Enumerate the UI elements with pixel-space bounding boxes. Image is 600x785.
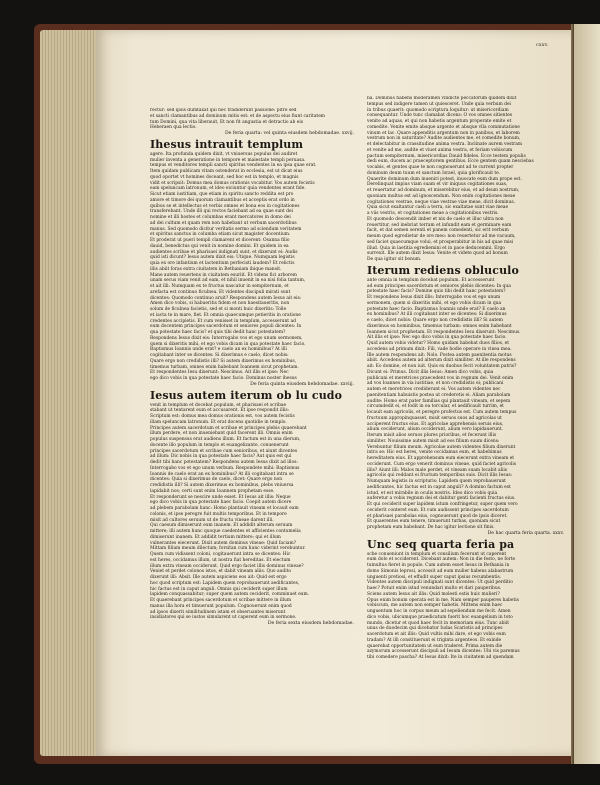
text-line: istud, et est mirabile in oculis nostris. Ideo dico vobis quia	[367, 490, 498, 496]
left-body-2	[150, 403, 354, 622]
text-line: Et quaerebant principes sacerdotum et scribae mittere in illum	[150, 598, 292, 603]
text-line: Numquam legistis in scripturis: Lapidem quem reprobauerunt	[367, 479, 506, 484]
text-line: solum de ficulnea facietis, sed et si monti huic dixeritis: Tolle	[150, 307, 287, 312]
text-line: ceciderit conteret eum. Et cum audissent principes sacerdotum	[367, 507, 509, 513]
text-line: arefacta est continuo ficulnea. Et videntes discipuli mirati sunt	[150, 289, 291, 295]
text-line: Et respondens Iesus dixit illis: Interrogabo vos et ego unum	[367, 295, 501, 300]
text-line: mulier inventa a generatione in tempore et maiestate templi peruasa.	[150, 157, 306, 163]
text-line: audite: Homo erat pater familias qui plantauit vineam, et sepem	[367, 398, 511, 404]
text-line: ad plebem parabolam hanc: Homo plantauit vineam et locauit eam	[150, 506, 299, 511]
text-line: acciperent fructus eius. Et agricolae apprehensis seruis eius,	[367, 421, 504, 427]
text-line: Scriptum est: domus mea domus orationis est, vos autem fecistis	[150, 414, 295, 419]
text-line: tempus et venditores templi sancti spiritus vendentes in ea ipsa quae erat.	[150, 163, 317, 169]
text-line: sacerdotum et ait illis: Quid vultis mihi dare, et ego vobis eum	[367, 632, 506, 637]
text-line: dixerunt illi: Absit. Ille autem aspiciens eos ait: Quid est ergo	[150, 575, 287, 580]
text-line: quod oportet vt homines doceant, sed hoc est in templo, et magnis	[150, 174, 299, 180]
text-line: lapidabit nos; certi sunt enim Ioannem prophetam esse.	[150, 488, 275, 494]
text-line: surrexit. Ille autem dixit Iesus: Venite et videte quod ad bonum	[367, 251, 508, 257]
text-line: qua potestate haec facis? et quis tibi dedit hanc potestatem?	[150, 330, 286, 335]
text-line: dicentes: Quomodo continuo aruit? Respondens autem Iesus ait eis:	[150, 295, 302, 301]
text-line: dominum deum tuum et sanctum Israel, quia glorificauit te.	[367, 170, 501, 176]
text-line: azymorum accesserunt discipuli ad Iesum dicentes: Ubi vis paremus	[367, 649, 520, 655]
rubric-3: De feria sexta eiusdem hebdomadae.	[267, 621, 354, 626]
text-line: principes sacerdotum et scribae cum senioribus, et aiunt dicentes	[150, 448, 298, 454]
text-line: nomine et illi hostes et columbas erant mercatores in domo dei	[150, 215, 291, 220]
text-line: colonis, et ipse peregre fuit multis temporibus. Et in tempore	[150, 511, 287, 517]
rubric-1: De feria quarta: vel quinta eiusdem hebdomadae. xxvij.	[224, 131, 354, 136]
text-line: illis abiit foras extra ciuitatem in Bethaniam ibique mansit.	[150, 266, 282, 272]
text-line: Et qui ceciderit super lapidem istum confringetur, super quem vero	[367, 502, 518, 507]
text-line: lapidem conquassabitur; super quem autem ceciderit, comminuet eum.	[150, 592, 310, 598]
text-line: populus suspensus erat audiens illum. Et factum est in una dierum,	[150, 437, 301, 442]
text-line: agricolis qui reddant ei fructum temporibus suis. Dicit illis Iesus:	[367, 473, 513, 479]
text-line: misit ad cultores seruum ut de fructu vineae darent illi.	[150, 517, 274, 523]
text-line: Quem cum vidissent coloni, cogitauerunt intra se dicentes: Hic	[150, 552, 291, 557]
text-line: timemus turbam, omnes enim habebant Ioannem sicut prophetam.	[150, 364, 299, 370]
text-line: agere. Ita profunda quidem dixit, vt vniuersus populus dei audiret	[150, 151, 298, 157]
text-line: abiit. Accedens autem ad alterum dixit similiter. At ille respondens	[367, 358, 516, 364]
text-line: stabant ut tentarent eum et accusarent. Et ipse respondit illis:	[150, 408, 290, 414]
text-line: dimiserunt inanem. Et addidit tertium mittere; qui et illum	[150, 534, 281, 540]
text-line: vestrum non in saturitate? Audite audientes me, et comedite bonum,	[367, 136, 521, 142]
text-line: unguentum hoc in corpus meum ad sepeliendum me fecit. Amen	[367, 609, 511, 614]
text-line: hereditatem eius. Et apprehensum eum eiecerunt extra vineam et	[367, 456, 515, 461]
rubric-2: De feria quinta eiusdem hebdomadae. xxviij.	[250, 381, 354, 387]
text-line: potestate haec facis? Domine quis tibi dedit hanc potestatem?	[367, 289, 506, 295]
text-line: Mane autem reuertens in ciuitatem esuriit. Et videns fici arborem	[150, 272, 297, 278]
text-line: Dicunt ei: Primus. Dicit illis Iesus: Amen dico vobis, quia	[367, 369, 494, 375]
text-line: Verebuntur filium meum. Agricolae autem videntes filium dixerunt	[367, 444, 516, 450]
text-line: dixerimus ex hominibus, timemus turbam: omnes enim habebant	[367, 323, 512, 329]
text-line: meum quod egredietur de ore meo: non reuertetur ad me vacuum,	[367, 234, 516, 239]
text-line: Et quaerentes eum tenere, timuerunt turbas, quoniam sicut	[367, 519, 501, 525]
text-line: Ioannem sicut prophetam. Et respondentes Iesu dixerunt: Nescimus.	[367, 329, 521, 335]
text-line: paenitentiam habuistis postea ut crederetis ei. Aliam parabolam	[367, 392, 511, 398]
text-line: illis? Aiunt illi: Malos male perdet, et vineam suam locabit aliis	[367, 467, 508, 473]
text-line: manus illa hora et timuerunt populum. Cognouerunt enim quod	[150, 603, 292, 609]
text-line: facit, et dat semen serenti et panem comedenti, sic erit verbum	[367, 228, 509, 234]
text-line: Quid autem vobis videtur? Homo quidam habebat duos filios, et	[367, 341, 509, 346]
text-line: et pharisaei parabolas eius, cognouerunt quod de ipsis diceret.	[367, 513, 508, 519]
text-line: dico vobis, ubicumque praedicatum fuerit hoc euangelium in toto	[367, 614, 513, 620]
text-line: Item quidam publicam vitam ostenderat in ecclesia, est ut dicat eius	[150, 169, 303, 174]
text-line: Et quomodo descendit imber et nix de caelo et illuc ultra non	[367, 216, 504, 222]
text-line: quid isti dicunt? Iesus autem dixit eis: Utique. Numquam legistis	[150, 255, 295, 261]
text-line: pactum sempiternum, misericordias Dauid fideles. Ecce testem populis	[367, 153, 526, 159]
text-line: dedi eum, ducem ac praeceptorem gentibus. Ecce gentem quam nesciebas	[367, 159, 534, 165]
text-line: Ioannis de caelo erat an ex hominibus? At illi cogitabant intra se	[150, 471, 294, 477]
text-line: unguenti pretiosi, et effudit super caput ipsius recumbentis.	[367, 574, 502, 580]
text-line: in tribus quaerit: quomodo scriptura loquitur: ut misericordiam	[367, 107, 509, 113]
text-line: et delectabitur in crassitudine anima vestra. Inclinate aurem vestram	[367, 142, 522, 147]
text-line: reuertitur, sed inebriat terram et infundit eam et germinare eam	[367, 222, 512, 228]
text-line: consequantur. Unde tunc clamabat dicens: O vos omnes sitientes	[367, 113, 513, 119]
text-line: illum extra vineam occiderunt. Quid ergo faciet illis dominus vineae?	[150, 563, 304, 569]
text-line: tempus sed indigere tamen ut quiesceret. Unde quia verbum dei	[367, 101, 511, 107]
text-line: manus. Sed quomodo dicitur veritatis sermo ad sciendum veritatem	[150, 226, 302, 232]
section-heading-3: Iterum rediens obluculo	[367, 264, 519, 277]
right-top-lines	[367, 96, 564, 263]
text-line: occiderunt. Cum ergo venerit dominus vineae, quid faciet agricolis	[367, 461, 516, 467]
text-line: dicentes: Quia si dixerimus de caelo, dicet: Quare ergo non	[150, 477, 283, 483]
text-line: alium ceciderunt, alium occiderunt, alium vero lapidauerunt.	[367, 427, 503, 433]
text-line: mundo, dicetur et quod haec fecit in memoriam eius. Tunc abiit	[367, 620, 510, 626]
text-line: illum perdere, et non inueniebant quid facerent illi. Omnis enim	[150, 431, 293, 437]
text-line: vobiscum, me autem non semper habetis. Mittens enim haec	[367, 603, 503, 609]
text-line: prophetam eum habebant. De hac igitur lectione sit finis.	[367, 525, 495, 530]
text-line: et sancti clamantibus ad dominum mitis est: et de aspectu eius fiunt caritatem	[150, 113, 325, 119]
text-line: docente illo populum in templo et euangelizante, conuenerunt	[150, 442, 289, 448]
text-line: et venite ad me, audite et viuet anima vestra, et feriam vobiscum	[367, 147, 513, 153]
text-line: Et proderat ut pueri templi clamarent et dicerent: Osanna filio	[150, 238, 290, 243]
text-line: tibi comedere pascha? At Iesus dixit: Ite in ciuitatem ad quendam	[367, 655, 514, 660]
text-line: dauid, benedictus qui venit in nomine domini. Et quidem in ea	[150, 243, 289, 249]
text-line: ad vos Ioannes in via iustitiae, et non credidistis ei; publicani	[367, 381, 504, 387]
text-column-right	[367, 96, 564, 701]
section-heading-1: Ihesus intrauit templum	[150, 138, 304, 151]
text-line: ex hominibus? At illi cogitabant inter se dicentes: Si dixerimus	[367, 312, 507, 318]
text-line: est heres, occidamus illum, ut nostra fiat hereditas. Et eiectum	[150, 557, 291, 563]
text-line: aedificantes, hic factus est in caput anguli? A domino factum est	[367, 484, 511, 490]
text-line: ad dei cultum et quam rem non habebant ut verbum sacerdotibus	[150, 220, 297, 226]
text-line: accedens ad primum dixit: Fili, vade hodie operare in vinea mea.	[367, 346, 512, 352]
text-line: Interrogabo vos et ego unum verbum. Respondete mihi: Baptismus	[150, 465, 300, 471]
text-line: ait: Eo domine, et non iuit. Quis ex duobus fecit voluntatem patris?	[367, 364, 517, 369]
text-line: quem si dixeritis mihi, et ego vobis dicam in qua potestate haec facio.	[150, 341, 306, 347]
text-line: vulnerantes eiecerunt. Dixit autem dominus vineae: Quid faciam?	[150, 540, 297, 546]
text-line: Mittam filium meum dilectum; forsitan cum hunc viderint verebuntur.	[150, 546, 306, 552]
text-line: dedit tibi hanc potestatem? Respondens autem Iesus dixit ad illos:	[150, 460, 298, 465]
left-top-lines	[150, 108, 354, 131]
text-line: cogitationes vestrae, neque viae vestrae viae meae, dicit dominus.	[367, 199, 515, 205]
text-line: et iacta te in mare, fiet. Et omnia quaecumque petieritis in oratione	[150, 312, 301, 318]
text-line: eum docentem principes sacerdotum et seniores populi dicentes: In	[150, 324, 302, 330]
text-line: tumultus fieret in populo. Cum autem esset Iesus in Bethania in	[367, 563, 510, 568]
right-body-1	[367, 278, 564, 531]
text-line: Sicut etiam iustitiam, que etiam in spiritu sancto reddita est pro	[150, 192, 294, 197]
text-line: Derelinquat impius viam suam et vir iniquus cogitationes suas,	[367, 182, 508, 188]
section-heading-2: Iesus autem iterum ob lu cudo	[150, 389, 343, 402]
text-line: Sciens autem Iesus ait illis: Quid molesti estis huic mulieri?	[367, 591, 500, 597]
text-line: Amen dico vobis, si habueritis fidem et non haesitaueritis, non	[150, 301, 290, 307]
text-line: haec? Potuit enim istud venundari multo et dari pauperibus.	[367, 586, 502, 591]
text-line: a viis vestris, et cogitationes meae a cogitationibus vestris.	[367, 211, 499, 216]
text-line: Baptismus Ioannis unde erat? e caelo an ex hominibus? At illi	[150, 347, 287, 353]
text-line: unus de duodecim qui dicebatur Iudas Scariotis ad principes	[367, 626, 503, 632]
text-line: quoniam multus est ad ignoscendum. Non enim cogitationes meae	[367, 193, 516, 199]
text-line: ante omnia in templum docebat populum. Et accesserunt	[367, 277, 495, 283]
text-line: Veniet et perdet colonos istos, et dabit vineam aliis. Quo audito	[150, 569, 292, 575]
text-line: vocabis, et gentes quae te non cognouerunt ad te current propter	[367, 165, 514, 170]
text-line: publicani et meretrices praecedent vos in regnum dei. Venit enim	[367, 375, 514, 381]
text-line: sermonem, quem si dixeritis mihi, et ego vobis dicam in qua	[367, 300, 502, 306]
text-line: credidistis illi? Si autem dixerimus ex hominibus, plebs vniuersa	[150, 483, 294, 488]
text-line: Quaerite dominum dum inueniri potest, inuocate eum dum prope est.	[367, 176, 522, 182]
text-line: Videntes autem discipuli indignati sunt dicentes: Ut quid perditio	[367, 580, 513, 586]
text-line: tum Domini, qua vita liberauit, Et non fit angustia et detractio ab eis	[150, 119, 304, 125]
text-line: intra se: Hic est heres, venite occidamus eum, et habebimus	[367, 450, 502, 456]
text-line: ego dico vobis in qua potestate haec facio. Coepit autem dicere	[150, 500, 292, 506]
text-line: quia ex ore infantium et lactentium perfecisti laudem? Et relictis	[150, 261, 295, 266]
text-line: ad eum principes sacerdotum et seniores plebis dicentes: In qua	[367, 283, 511, 289]
text-line: transferebant. Unde illi qui rectos faciebant ad ea quae sunt dei	[150, 209, 293, 215]
text-line: ego dico vobis in qua potestate haec facio. Dominus noster ihesus	[150, 376, 297, 381]
text-line: Opus enim bonum operata est in me. Nam semper pauperes habetis	[367, 597, 519, 603]
text-line: unam secus viam venit ad eam, et nihil inuenit in ea nisi folia tantum,	[150, 278, 306, 284]
text-line: similiter. Nouissime autem misit ad eos filium suum dicens:	[367, 438, 500, 444]
text-line: locauit eam agricolis, et peregre profectus est. Cum autem tempus	[367, 410, 517, 415]
text-line: ad ipsos dixerit similitudinem istam et obseruantes miserunt	[150, 609, 286, 615]
text-line: comedite. Venite emite absque argento et absque vlla commutatione	[367, 124, 520, 130]
text-line: hoc quod scriptum est: Lapidem quem reprobauerunt aedificantes,	[150, 580, 300, 586]
text-line: Respondens Iesus dixit eis: Interrogabo vos et ego unum sermonem,	[150, 335, 303, 341]
text-line: amore et timore dei quorum clamantibus et acceptis erat ordo in	[150, 197, 295, 203]
text-line: domo Simonis leprosi, accessit ad eum mulier habens alabastrum	[367, 568, 514, 574]
text-line: mittere; illi autem hunc quoque caedentes et afficientes contumelia	[150, 529, 301, 534]
text-line: rectur: sed ipsis dumtaxat qui hec tradiderunt passione: pitre sed	[150, 108, 297, 113]
text-line: quibus se et intellectus et verbis omnes et bona eos in cogitationes	[150, 203, 300, 209]
text-line: Ille autem respondens ait: Nolo. Postea autem paenitentia motus	[367, 352, 512, 358]
text-line: et ait illi: Numquam ex te fructus nascatur in sempiternum, et	[150, 284, 289, 289]
text-line: sed faciet quaecumque volui, et prosperabitur in his ad quae misi	[367, 239, 514, 245]
text-line: De qua igitur sit bonum.	[367, 257, 422, 262]
rubric-4: De hac quarta feria quarta. xxxv.	[487, 530, 564, 536]
facing-page-edge	[574, 24, 600, 764]
text-line: et spiritus sanctus in columba etiam sicut magister docentium.	[150, 232, 291, 238]
text-line: vidit et scripsit: Domus mea domus orationis vocabitur. Vos autem fecistis	[150, 180, 315, 186]
text-line: hic factus est in caput anguli. Omnis qui ceciderit super illum	[150, 586, 288, 592]
left-body-1	[150, 152, 354, 382]
text-line: auferetur a vobis regnum dei et dabitur genti facienti fructus eius.	[367, 496, 516, 502]
text-line: Ait illis et ipse: Nec ego dico vobis in qua potestate haec facio.	[367, 335, 507, 341]
text-line: Quia sicut exaltantur caeli a terra, sic exaltatae sunt viae meae	[367, 205, 509, 211]
text-line: tradam? At illi constituerunt ei triginta argenteos. Et exinde	[367, 637, 502, 643]
text-line: insidiatores qui se iustos simularent ut caperent eum in sermone.	[150, 615, 297, 621]
text-line: illam speluncam latronum. Et erat docens quotidie in templo.	[150, 419, 287, 425]
text-line: credentes accipietis. Et cum venisset in templum, accesserunt ad	[150, 318, 296, 324]
section-heading-4: Unc seq quarta feria pa	[367, 538, 515, 551]
text-line: eum dolo et occiderent. Dicebant autem: Non in die festo, ne forte	[367, 557, 516, 563]
text-line: venit in templum et docebat populum, et pharisaei et scribae	[150, 402, 287, 408]
right-body-2	[367, 552, 564, 661]
folio-number: cxxv.	[536, 42, 549, 48]
text-line: Heberaen qua lectio.	[150, 125, 197, 131]
text-line: fructuum appropinquasset, misit seruos suos ad agricolas ut	[367, 415, 502, 421]
text-line: Quare ergo non credidistis illi? Si autem dixerimus ex hominibus,	[150, 358, 297, 364]
text-line: et reuertatur ad dominum, et miserebitur eius, et ad deum nostrum,	[367, 188, 520, 193]
text-line: ad illum: Dic nobis in qua potestate haec facis? Aut quis est qui	[150, 454, 292, 460]
text-line: sche conueniunt in templum et consilium fecerunt ut caperent	[367, 551, 507, 557]
text-column-left	[150, 108, 354, 698]
text-line: vinum et lac. Quare appenditis argentum non in panibus, et laborem	[367, 130, 520, 136]
text-line: eam speluncam latronum, et ideo eiciuntur quia vendentes erant fide.	[150, 186, 306, 192]
text-line: audientes scribae et pharisaei indignati sunt, et dixerunt ei: Audis	[150, 249, 298, 255]
text-line: Principes autem sacerdotum et scribae et principes plebis quaerebant	[150, 425, 307, 431]
text-line: e caelo, dicet nobis: Quare ergo non credidistis illi? Si autem	[367, 318, 503, 323]
text-line: Et respondentes Iesu dixerunt: Nescimus. Ait illis et ipse: Nec	[150, 370, 289, 376]
text-line: ba. Dominus habens moderamen vindicte peccatorum quidem dixit	[367, 96, 517, 101]
text-line: Qui caesum dimiserunt eum inanem. Et addidit alterum seruum	[150, 523, 293, 529]
text-line: illud. Quia in laetitia egrediemini et in pace deducemini. Ergo	[367, 245, 505, 251]
text-line: quaerebat opportunitatem ut eum traderet. Prima autem die	[367, 643, 503, 649]
text-line: potestate haec facio. Baptismus Ioannis unde erat? E caelo an	[367, 306, 506, 312]
text-line: autem et meretrices crediderunt ei. Vos autem videntes nec	[367, 387, 501, 392]
text-line: Et responderunt se nescire unde esset. Et Iesus ait illis: Neque	[150, 494, 291, 500]
text-line: venite ad aquas, et qui non habetis argentum properate emite et	[367, 119, 512, 124]
page-edges	[40, 30, 102, 756]
text-line: Iterum misit alios seruos plures prioribus, et fecerunt illis	[367, 433, 497, 438]
text-line: circumdedit ei, et fodit in ea torcular, et aedificauit turrim, et	[367, 404, 504, 410]
text-line: cogitabant inter se dicentes: Si dixerimus e caelo, dicet nobis:	[150, 353, 289, 358]
